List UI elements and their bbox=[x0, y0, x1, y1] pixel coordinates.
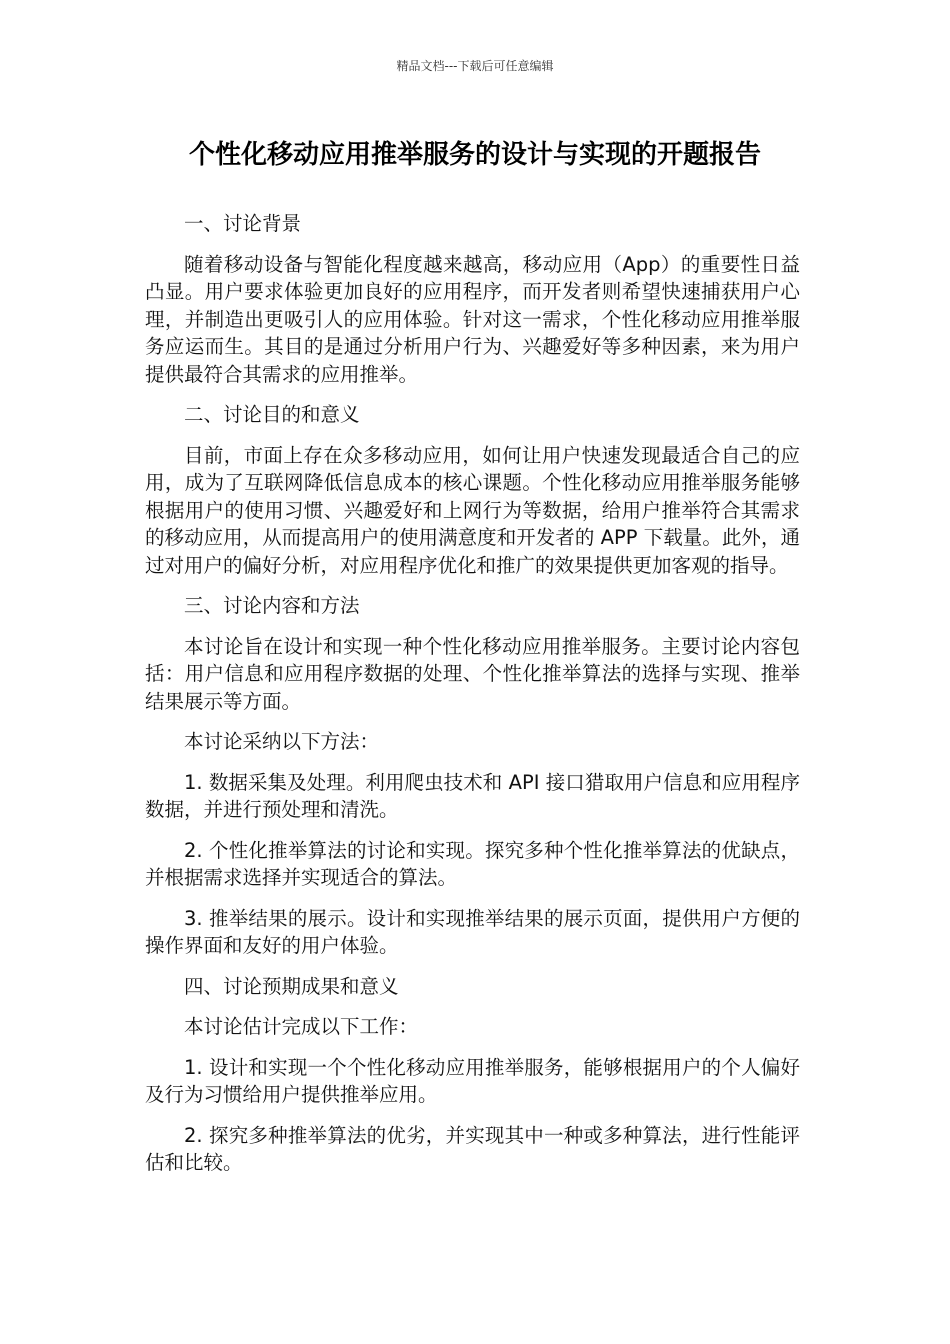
section-heading-purpose: 二、讨论目的和意义 bbox=[184, 403, 360, 426]
section-heading-content-methods: 三、讨论内容和方法 bbox=[184, 594, 360, 617]
section-heading-background: 一、讨论背景 bbox=[184, 212, 302, 235]
list-item: 3. 推举结果的展示。设计和实现推举结果的展示页面，提供用户方便的操作界面和友好的用户体验。 bbox=[145, 906, 800, 957]
list-item: 2. 个性化推举算法的讨论和实现。探究多种个性化推举算法的优缺点，并根据需求选择并实现适合的算法。 bbox=[145, 838, 800, 889]
section-heading-expected-results: 四、讨论预期成果和意义 bbox=[184, 974, 399, 998]
document-title: 个性化移动应用推举服务的设计与实现的开题报告 bbox=[188, 140, 761, 170]
page-header-note: 精品文档---下载后可任意编辑 bbox=[396, 59, 554, 73]
list-item: 2. 探究多种推举算法的优劣，并实现其中一种或多种算法，进行性能评估和比较。 bbox=[145, 1123, 800, 1174]
list-item: 1. 数据采集及处理。利用爬虫技术和 API 接口猎取用户信息和应用程序数据，并进行预处理和清洗。 bbox=[145, 770, 800, 821]
list-item: 1. 设计和实现一个个性化移动应用推举服务，能够根据用户的个人偏好及行为习惯给用户提供推举应用。 bbox=[145, 1055, 800, 1106]
section-paragraph: 本讨论采纳以下方法： bbox=[184, 730, 380, 753]
section-paragraph: 本讨论估计完成以下工作： bbox=[184, 1015, 419, 1038]
section-paragraph: 目前，市面上存在众多移动应用，如何让用户快速发现最适合自己的应用，成为了互联网降低信息成本的核心课题。个性化移动应用推举服务能够根据用户的使用习惯、兴趣爱好和上网行为等数据，给用户推举符合其需求的移动应用，从而提高用户的使用满意度和开发者的 APP 下载量。此外，通过对用户的偏好分析，对应用程序优化和推广的效果提供更加客观的指导。 bbox=[145, 443, 800, 577]
section-paragraph: 随着移动设备与智能化程度越来越高，移动应用（App）的重要性日益凸显。用户要求体验更加良好的应用程序，而开发者则希望快速捕获用户心理，并制造出更吸引人的应用体验。针对这一需求，个性化移动应用推举服务应运而生。其目的是通过分析用户行为、兴趣爱好等多种因素，来为用户提供最符合其需求的应用推举。 bbox=[145, 252, 800, 386]
document-body bbox=[145, 210, 800, 1190]
section-paragraph: 本讨论旨在设计和实现一种个性化移动应用推举服务。主要讨论内容包括：用户信息和应用程序数据的处理、个性化推举算法的选择与实现、推举结果展示等方面。 bbox=[145, 634, 800, 713]
